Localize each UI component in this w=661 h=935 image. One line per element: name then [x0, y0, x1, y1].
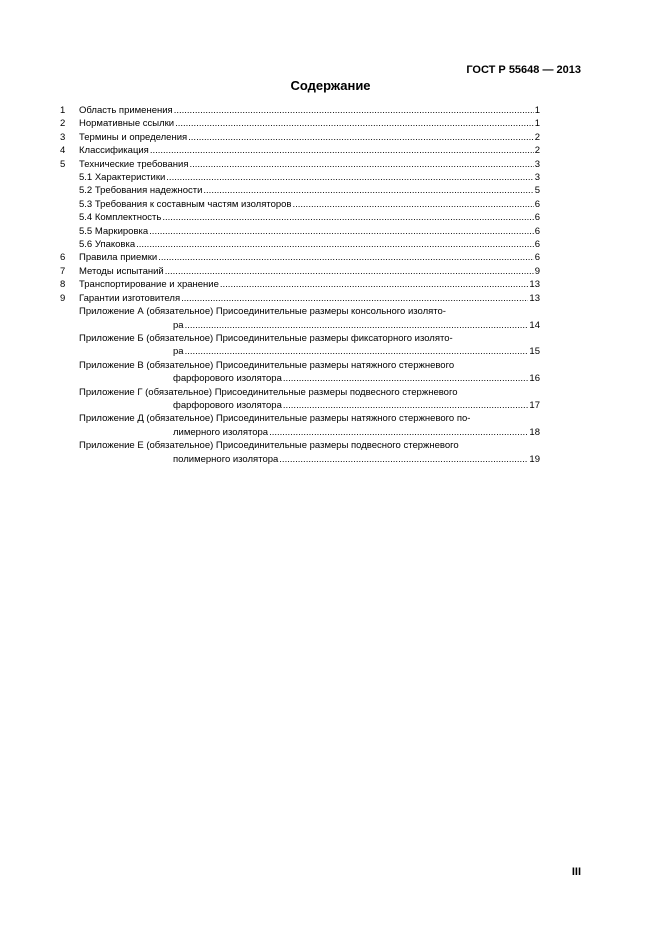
toc-annex-entry[interactable] — [60, 332, 540, 359]
annex-title: Приложение Е (обязательное) Присоединительные размеры подвесного стержневого — [79, 440, 459, 452]
toc-annex-entry[interactable] — [60, 439, 540, 466]
toc-label: Гарантии изготовителя — [79, 292, 181, 304]
page-number: III — [571, 866, 581, 878]
toc-annex-entry[interactable] — [60, 305, 540, 332]
leader-dots — [181, 292, 528, 305]
toc-label: 5.2 Требования надежности — [79, 185, 203, 197]
toc-page: 16 — [529, 373, 540, 385]
toc-page: 2 — [534, 145, 540, 157]
toc-subentry[interactable] — [60, 171, 540, 184]
leader-dots — [188, 131, 534, 144]
toc-label: Технические требования — [79, 158, 189, 170]
toc-entry[interactable] — [60, 144, 540, 157]
toc-number: 1 — [60, 105, 66, 116]
toc-annex-entry[interactable] — [60, 359, 540, 386]
annex-title-continued: ра — [173, 319, 184, 331]
leader-dots — [269, 426, 528, 439]
leader-dots — [165, 265, 534, 278]
toc-page: 18 — [529, 426, 540, 438]
toc-annex-entry[interactable] — [60, 412, 540, 439]
toc-number: 6 — [60, 252, 66, 264]
toc-page: 19 — [529, 453, 540, 465]
leader-dots — [174, 104, 534, 117]
leader-dots — [189, 158, 533, 171]
toc-page: 14 — [529, 319, 540, 331]
annex-title-continued: фарфорового изолятора — [173, 373, 282, 385]
toc-number: 4 — [60, 145, 66, 157]
toc-label: 5.3 Требования к составным частям изоляторов — [79, 198, 292, 210]
toc-entry[interactable] — [60, 292, 540, 305]
annex-title: Приложение Д (обязательное) Присоединительные размеры натяжного стержневого по- — [79, 413, 471, 425]
annex-title: Приложение А (обязательное) Присоединительные размеры консольного изолято- — [79, 306, 446, 318]
leader-dots — [185, 319, 529, 332]
toc-entry[interactable] — [60, 265, 540, 278]
toc-subentry[interactable] — [60, 211, 540, 224]
toc-annex-entry[interactable] — [60, 386, 540, 413]
toc-label: Нормативные ссылки — [79, 118, 175, 130]
toc-label: Транспортирование и хранение — [79, 279, 219, 291]
toc-number: 9 — [60, 292, 66, 304]
toc-page: 1 — [534, 118, 540, 130]
leader-dots — [185, 345, 529, 358]
toc-entry[interactable] — [60, 117, 540, 130]
leader-dots — [292, 198, 533, 211]
toc-label: Методы испытаний — [79, 265, 164, 277]
annex-title: Приложение Г (обязательное) Присоединительные размеры подвесного стержневого — [79, 386, 458, 398]
leader-dots — [175, 117, 534, 130]
document-code: ГОСТ Р 55648 — 2013 — [466, 64, 581, 76]
annex-title-continued: ра — [173, 346, 184, 358]
leader-dots — [203, 184, 533, 197]
toc-subentry[interactable] — [60, 238, 540, 251]
table-of-contents — [60, 104, 540, 466]
toc-page: 6 — [534, 198, 540, 210]
toc-page: 15 — [529, 346, 540, 358]
toc-entry[interactable] — [60, 158, 540, 171]
toc-page: 13 — [529, 292, 540, 304]
toc-number: 2 — [60, 118, 66, 130]
toc-page: 13 — [529, 279, 540, 291]
toc-entry[interactable] — [60, 131, 540, 144]
annex-title-continued: фарфорового изолятора — [173, 399, 282, 411]
toc-label: 5.6 Упаковка — [79, 239, 136, 251]
leader-dots — [220, 278, 529, 291]
toc-number: 7 — [60, 265, 66, 277]
toc-label: Правила приемки — [79, 252, 158, 264]
annex-title: Приложение Б (обязательное) Присоединительные размеры фиксаторного изолято- — [79, 332, 453, 344]
leader-dots — [149, 225, 534, 238]
toc-entry[interactable] — [60, 104, 540, 117]
leader-dots — [279, 453, 528, 466]
page-title: Содержание — [290, 78, 371, 93]
toc-page: 1 — [534, 105, 540, 116]
toc-page: 17 — [529, 399, 540, 411]
toc-number: 8 — [60, 279, 66, 291]
toc-subentry[interactable] — [60, 184, 540, 197]
leader-dots — [150, 144, 534, 157]
toc-subentry[interactable] — [60, 225, 540, 238]
toc-label: 5.5 Маркировка — [79, 225, 149, 237]
toc-number: 5 — [60, 158, 66, 170]
annex-title-continued: полимерного изолятора — [173, 453, 279, 465]
toc-label: Классификация — [79, 145, 149, 157]
toc-entry[interactable] — [60, 278, 540, 291]
leader-dots — [166, 171, 533, 184]
leader-dots — [283, 372, 529, 385]
toc-number: 3 — [60, 131, 66, 143]
toc-page: 3 — [534, 172, 540, 184]
toc-label: 5.4 Комплектность — [79, 212, 162, 224]
toc-page: 6 — [534, 239, 540, 251]
toc-entry[interactable] — [60, 251, 540, 264]
toc-page: 6 — [534, 225, 540, 237]
leader-dots — [136, 238, 534, 251]
toc-page: 6 — [534, 252, 540, 264]
toc-page: 5 — [534, 185, 540, 197]
leader-dots — [162, 211, 533, 224]
toc-page: 2 — [534, 131, 540, 143]
toc-label: Термины и определения — [79, 131, 188, 143]
toc-label: 5.1 Характеристики — [79, 172, 166, 184]
toc-page: 6 — [534, 212, 540, 224]
annex-title-continued: лимерного изолятора — [173, 426, 269, 438]
leader-dots — [158, 251, 533, 264]
toc-page: 3 — [534, 158, 540, 170]
leader-dots — [283, 399, 529, 412]
annex-title: Приложение В (обязательное) Присоединительные размеры натяжного стержневого — [79, 359, 455, 371]
toc-subentry[interactable] — [60, 198, 540, 211]
toc-label: Область применения — [79, 105, 173, 116]
toc-page: 9 — [534, 265, 540, 277]
